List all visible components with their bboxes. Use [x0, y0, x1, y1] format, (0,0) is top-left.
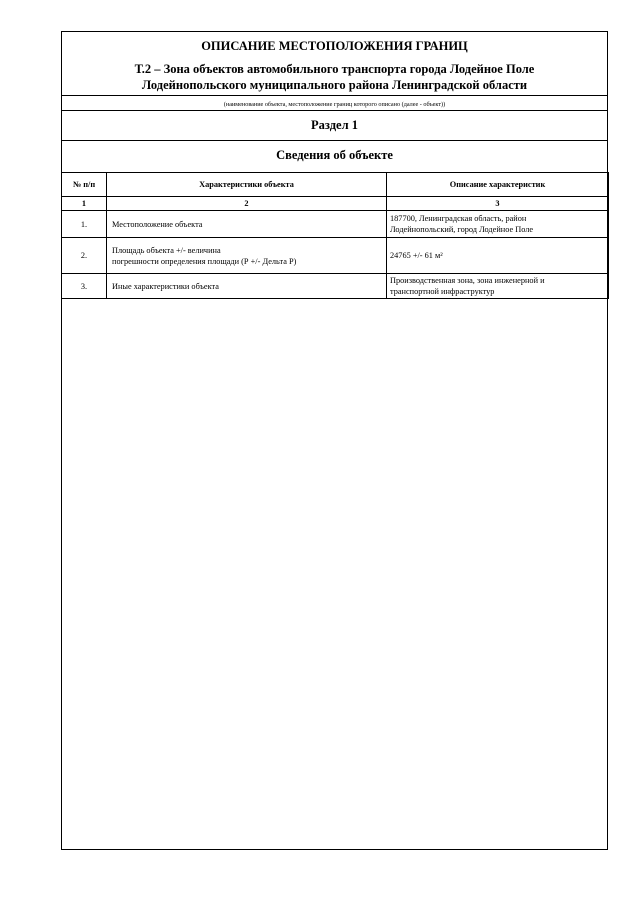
object-caption: (наименование объекта, местоположение границ которого описано (далее - объект)) — [223, 101, 446, 108]
description-text: 24765 +/- 61 м² — [390, 251, 443, 260]
table-header-row — [62, 173, 609, 197]
table-row — [62, 274, 609, 299]
row-description — [387, 211, 609, 238]
characteristic-text: Местоположение объекта — [112, 219, 203, 229]
characteristic-text: погрешности определения площади (Р +/- Дельта Р) — [112, 256, 297, 266]
row-characteristic — [107, 238, 387, 274]
row-number: 2. — [62, 238, 107, 274]
object-info-heading: Сведения об объекте — [276, 148, 393, 162]
divider — [62, 95, 607, 96]
row-number: 1. — [62, 211, 107, 238]
object-name-line-1: Т.2 – Зона объектов автомобильного транспорта города Лодейное Поле — [134, 62, 535, 76]
row-description — [387, 238, 609, 274]
table-row — [62, 238, 609, 274]
characteristic-text: Площадь объекта +/- величина — [112, 245, 221, 255]
row-characteristic — [107, 211, 387, 238]
column-number: 1 — [62, 197, 107, 211]
row-characteristic — [107, 274, 387, 299]
object-name — [62, 61, 607, 93]
row-number: 3. — [62, 274, 107, 299]
section-heading: Раздел 1 — [311, 118, 358, 132]
object-name-line-2: Лодейнопольского муниципального района Ленинградской области — [141, 78, 528, 92]
column-number: 2 — [107, 197, 387, 211]
header-description: Описание характеристик — [387, 173, 609, 197]
document-title: ОПИСАНИЕ МЕСТОПОЛОЖЕНИЯ ГРАНИЦ — [201, 39, 468, 53]
document-frame — [61, 31, 608, 850]
characteristics-table — [61, 172, 609, 299]
characteristic-text: Иные характеристики объекта — [112, 281, 219, 291]
table-row — [62, 211, 609, 238]
divider — [62, 110, 607, 111]
description-text: Производственная зона, зона инженерной и — [390, 276, 545, 285]
header-characteristic: Характеристики объекта — [107, 173, 387, 197]
divider — [62, 140, 607, 141]
column-number-row — [62, 197, 609, 211]
header-number: № п/п — [62, 173, 107, 197]
description-text: 187700, Ленинградская область, район — [390, 214, 527, 223]
row-description — [387, 274, 609, 299]
description-text: транспортной инфраструктур — [390, 287, 495, 296]
description-text: Лодейнопольский, город Лодейное Поле — [390, 225, 534, 234]
column-number: 3 — [387, 197, 609, 211]
